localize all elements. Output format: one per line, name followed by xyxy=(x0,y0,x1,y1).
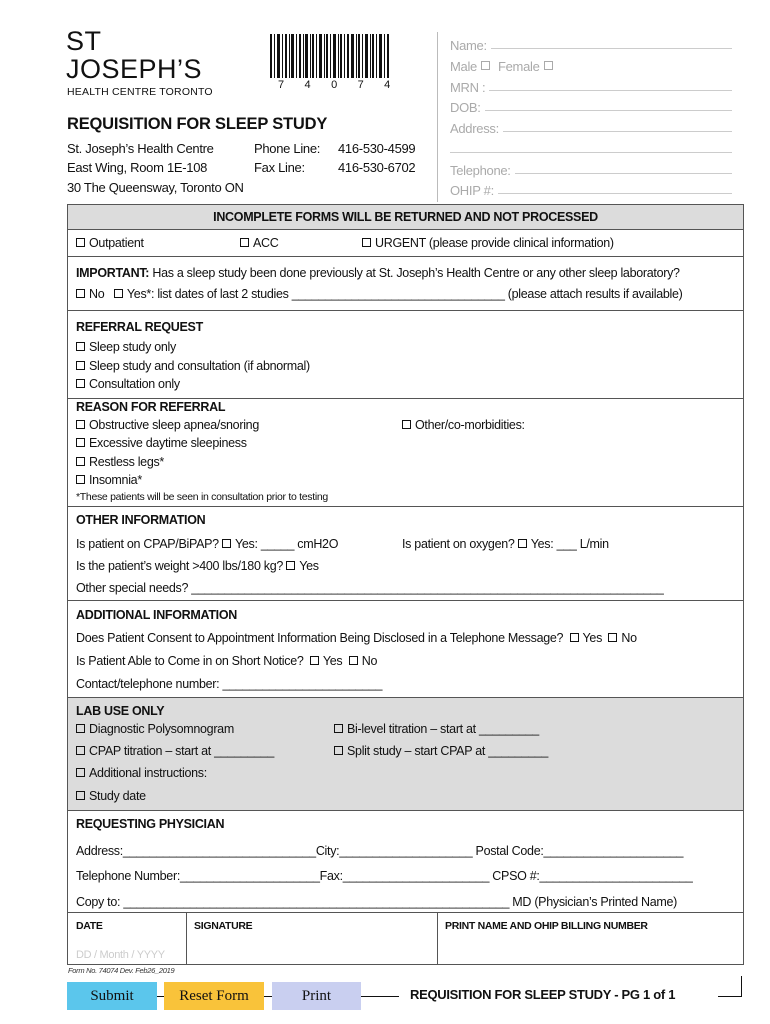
short-notice-yes-checkbox[interactable] xyxy=(310,656,319,665)
barcode-digit: 7 xyxy=(357,79,364,91)
patient-ohip-field[interactable] xyxy=(450,183,732,198)
checkbox[interactable] xyxy=(402,420,411,429)
cpap-question xyxy=(76,537,338,551)
patient-mrn-field[interactable] xyxy=(450,80,732,95)
option-label: Excessive daytime sleepiness xyxy=(89,436,247,450)
reason-option[interactable] xyxy=(76,436,247,450)
checkbox[interactable] xyxy=(76,420,85,429)
physician-copy-line[interactable]: Copy to: __________________________________________________________ MD (Physician’s Printed Name) xyxy=(76,895,678,909)
reason-option[interactable] xyxy=(76,418,259,432)
checkbox[interactable] xyxy=(76,768,85,777)
divider xyxy=(186,913,187,964)
option-label: Consultation only xyxy=(89,377,180,391)
option-label: Obstructive sleep apnea/snoring xyxy=(89,418,259,432)
oxygen-yes-checkbox[interactable] xyxy=(518,539,527,548)
weight-yes-checkbox[interactable] xyxy=(286,561,295,570)
option-label: Insomnia* xyxy=(89,473,142,487)
checkbox[interactable] xyxy=(76,361,85,370)
patient-address-field[interactable] xyxy=(450,121,732,136)
patient-telephone-field[interactable] xyxy=(450,163,732,178)
checkbox[interactable] xyxy=(76,746,85,755)
other-information-section xyxy=(68,507,743,601)
option-label: Outpatient xyxy=(89,236,144,250)
requisition-form xyxy=(67,204,744,965)
outpatient-option[interactable] xyxy=(76,236,144,250)
checkbox[interactable] xyxy=(76,342,85,351)
option-label: Sleep study and consultation (if abnormal) xyxy=(89,359,310,373)
barcode-digits xyxy=(278,79,390,91)
referral-option[interactable] xyxy=(76,359,310,373)
reason-option[interactable] xyxy=(76,455,164,469)
phone-number: 416-530-4599 xyxy=(338,141,416,156)
page-title: REQUISITION FOR SLEEP STUDY xyxy=(67,115,328,133)
no-label: No xyxy=(89,287,105,301)
yes-label: Yes xyxy=(322,654,343,668)
section-title: REQUESTING PHYSICIAN xyxy=(76,817,225,831)
option-label: Other/co-morbidities: xyxy=(415,418,525,432)
reset-form-button[interactable]: Reset Form xyxy=(164,982,264,1010)
lab-option[interactable] xyxy=(76,744,274,758)
reason-option[interactable] xyxy=(76,473,142,487)
lab-option[interactable] xyxy=(334,744,548,758)
consent-yes-checkbox[interactable] xyxy=(570,633,579,642)
option-label: Restless legs* xyxy=(89,455,164,469)
signature-row xyxy=(68,913,743,964)
checkbox[interactable] xyxy=(76,238,85,247)
section-title: ADDITIONAL INFORMATION xyxy=(76,608,237,622)
field-label: MRN : xyxy=(450,80,486,95)
field-label: DOB: xyxy=(450,100,481,115)
warning-text: INCOMPLETE FORMS WILL BE RETURNED AND NOT PROCESSED xyxy=(213,210,598,224)
section-title: REFERRAL REQUEST xyxy=(76,320,203,334)
logo-line2: JOSEPH’S xyxy=(66,54,203,84)
field-label: OHIP #: xyxy=(450,183,494,198)
important-question xyxy=(76,266,680,280)
divider xyxy=(437,913,438,964)
referral-option[interactable] xyxy=(76,340,176,354)
checkbox[interactable] xyxy=(76,475,85,484)
checkbox[interactable] xyxy=(76,457,85,466)
male-label: Male xyxy=(450,59,477,74)
option-label: Bi-level titration – start at _________ xyxy=(347,722,539,736)
physician-telephone-line[interactable]: Telephone Number:_____________________Fax:______________________ CPSO #:_______________________ xyxy=(76,869,693,883)
checkbox[interactable] xyxy=(76,791,85,800)
yes-checkbox[interactable] xyxy=(114,289,123,298)
barcode-digit: 4 xyxy=(304,79,311,91)
option-label: Additional instructions: xyxy=(89,766,207,780)
form-number: Form No. 74074 Dev. Feb26_2019 xyxy=(68,966,175,975)
connector xyxy=(157,996,164,997)
patient-address-line2[interactable] xyxy=(450,142,732,153)
yes-label: Yes xyxy=(582,631,603,645)
no-checkbox[interactable] xyxy=(76,289,85,298)
checkbox[interactable] xyxy=(334,724,343,733)
previous-study-answers xyxy=(76,287,683,301)
other-comorbidities-option[interactable] xyxy=(402,418,525,432)
print-button[interactable]: Print xyxy=(272,982,361,1010)
checkbox[interactable] xyxy=(334,746,343,755)
option-label: Split study – start CPAP at _________ xyxy=(347,744,549,758)
checkbox[interactable] xyxy=(362,238,371,247)
lab-option[interactable] xyxy=(76,722,234,736)
submit-button[interactable]: Submit xyxy=(67,982,157,1010)
question-text: Is patient on CPAP/BiPAP? xyxy=(76,537,219,551)
date-label: DATE xyxy=(76,920,103,932)
weight-question xyxy=(76,559,319,573)
lab-option[interactable] xyxy=(76,789,146,803)
special-needs-field[interactable]: Other special needs? _______________________________________________________________________ xyxy=(76,581,664,595)
answer-label: Yes: ___ L/min xyxy=(530,537,609,551)
option-label: CPAP titration – start at _________ xyxy=(89,744,274,758)
date-field[interactable]: DD / Month / YYYY xyxy=(76,949,165,961)
section-title: OTHER INFORMATION xyxy=(76,513,206,527)
checkbox[interactable] xyxy=(240,238,249,247)
question-text: Has a sleep study been done previously at St. Joseph’s Health Centre or any other sleep laboratory? xyxy=(152,266,680,280)
option-label: ACC xyxy=(253,236,279,250)
clinic-street: 30 The Queensway, Toronto ON xyxy=(67,180,244,195)
important-section xyxy=(68,257,743,311)
fax-label: Fax Line: xyxy=(254,160,305,175)
question-text: Does Patient Consent to Appointment Information Being Disclosed in a Telephone Message? xyxy=(76,631,564,645)
short-notice-no-checkbox[interactable] xyxy=(349,656,358,665)
female-label: Female xyxy=(497,59,540,74)
physician-address-line[interactable]: Address:_____________________________City:____________________ Postal Code:_____________________ xyxy=(76,844,684,858)
warning-header xyxy=(68,205,743,230)
section-title: LAB USE ONLY xyxy=(76,704,165,718)
checkbox[interactable] xyxy=(76,379,85,388)
option-label: Study date xyxy=(89,789,146,803)
connector xyxy=(264,996,272,997)
answer-label: Yes: _____ cmH2O xyxy=(235,537,339,551)
male-checkbox[interactable] xyxy=(481,61,490,70)
consent-question xyxy=(76,631,637,645)
no-label: No xyxy=(361,654,378,668)
connector xyxy=(741,976,742,997)
checkbox[interactable] xyxy=(76,724,85,733)
female-checkbox[interactable] xyxy=(544,61,553,70)
urgent-option[interactable] xyxy=(362,236,614,250)
lab-option[interactable] xyxy=(334,722,539,736)
divider xyxy=(437,32,438,202)
important-label: IMPORTANT: xyxy=(76,266,150,280)
fax-number: 416-530-6702 xyxy=(338,160,416,175)
reason-for-referral-section xyxy=(68,399,743,507)
print-name-label: PRINT NAME AND OHIP BILLING NUMBER xyxy=(445,920,648,932)
referral-option[interactable] xyxy=(76,377,180,391)
signature-label: SIGNATURE xyxy=(194,920,253,932)
field-label: Address: xyxy=(450,121,499,136)
connector xyxy=(718,996,742,997)
option-label: Diagnostic Polysomnogram xyxy=(89,722,234,736)
visit-type-section xyxy=(68,230,743,257)
oxygen-question xyxy=(402,537,609,551)
patient-name-field[interactable] xyxy=(450,38,732,53)
clinic-room: East Wing, Room 1E-108 xyxy=(67,160,208,175)
cpap-yes-checkbox[interactable] xyxy=(222,539,231,548)
acc-option[interactable] xyxy=(240,236,279,250)
referral-request-section xyxy=(68,311,743,399)
question-text: Is the patient’s weight >400 lbs/180 kg? xyxy=(76,559,284,573)
no-label: No xyxy=(621,631,637,645)
phone-label: Phone Line: xyxy=(254,141,321,156)
lab-use-section xyxy=(68,698,743,811)
lab-option[interactable] xyxy=(76,766,207,780)
barcode-digit: 4 xyxy=(384,79,390,91)
section-title: REASON FOR REFERRAL xyxy=(76,400,226,414)
reason-footnote: *These patients will be seen in consultation prior to testing xyxy=(76,491,328,503)
consent-no-checkbox[interactable] xyxy=(608,633,617,642)
short-notice-question xyxy=(76,654,377,668)
logo-line3: HEALTH CENTRE TORONTO xyxy=(67,86,213,98)
additional-information-section xyxy=(68,601,743,698)
field-label: Telephone: xyxy=(450,163,511,178)
barcode-digit: 0 xyxy=(331,79,337,91)
contact-number-field[interactable]: Contact/telephone number: ________________________ xyxy=(76,677,383,691)
option-label: URGENT (please provide clinical information) xyxy=(375,236,614,250)
patient-sex-field[interactable] xyxy=(450,59,570,74)
patient-dob-field[interactable] xyxy=(450,100,732,115)
clinic-name: St. Joseph’s Health Centre xyxy=(67,141,214,156)
barcode xyxy=(270,34,390,78)
option-label: Sleep study only xyxy=(89,340,176,354)
question-text: Is Patient Able to Come in on Short Notice? xyxy=(76,654,304,668)
logo-line1: ST xyxy=(66,26,102,56)
field-label: Name: xyxy=(450,38,487,53)
checkbox[interactable] xyxy=(76,438,85,447)
requesting-physician-section xyxy=(68,811,743,913)
connector xyxy=(361,996,399,997)
answer-label: Yes xyxy=(299,559,319,573)
yes-label: Yes*: list dates of last 2 studies ________________________________ (please attach results if available) xyxy=(126,287,683,301)
footer-title: REQUISITION FOR SLEEP STUDY - PG 1 of 1 xyxy=(410,987,676,1002)
barcode-digit: 7 xyxy=(278,79,284,91)
question-text: Is patient on oxygen? xyxy=(402,537,515,551)
